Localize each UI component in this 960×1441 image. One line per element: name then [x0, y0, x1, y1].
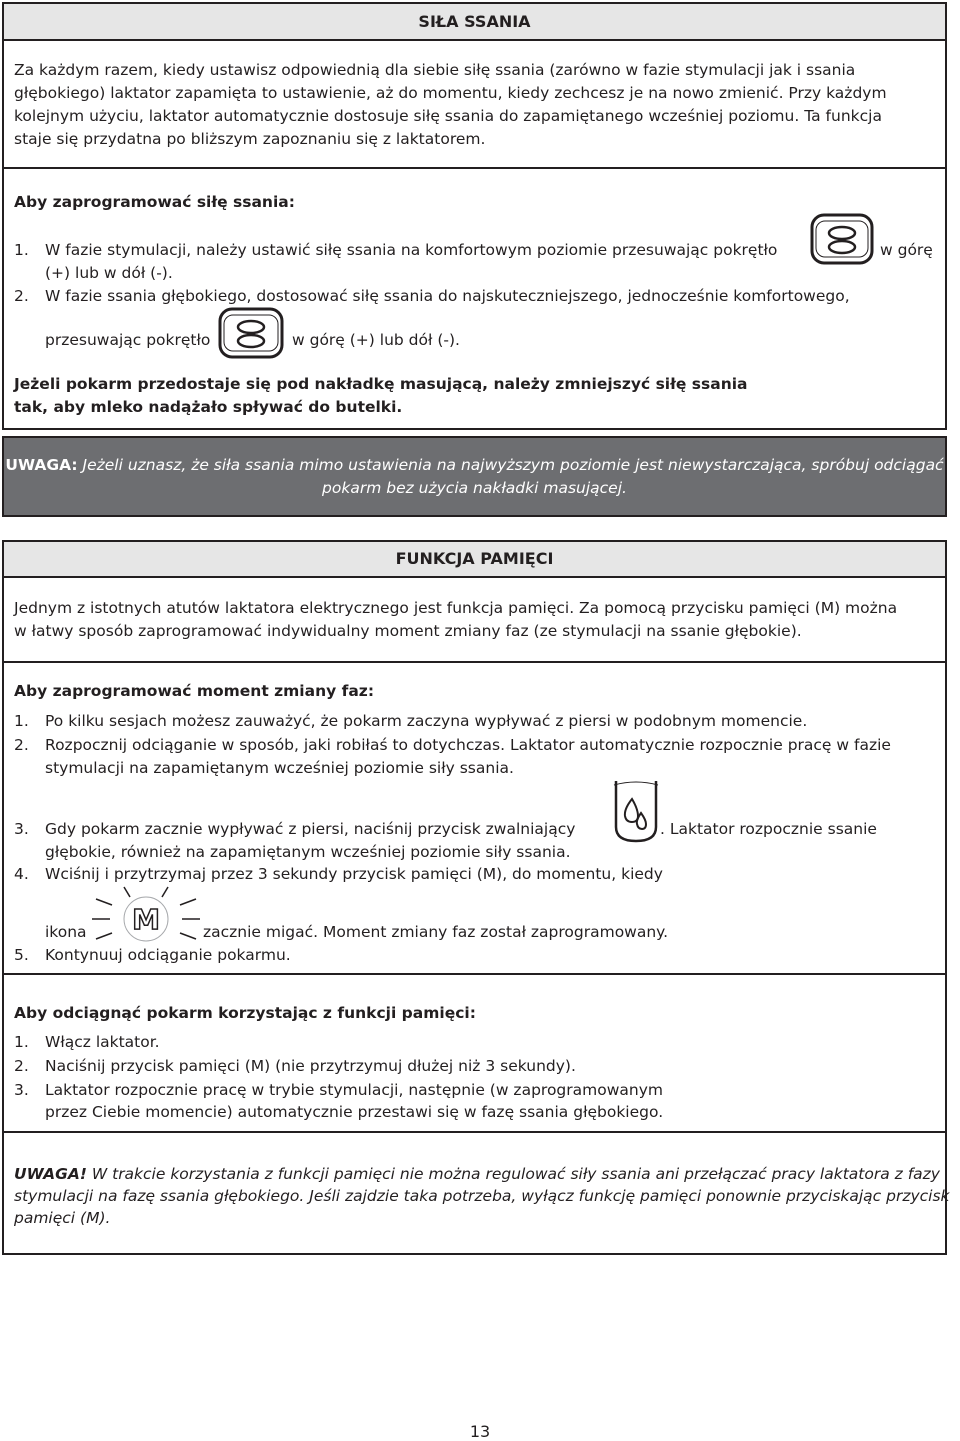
suction-section	[2, 2, 947, 430]
step-number: 1.	[14, 712, 29, 730]
memory-note-line-3: pamięci (M).	[14, 1209, 111, 1227]
suction-intro-line-2: głębokiego) laktator zapamięta to ustawienie, aż do momentu, kiedy zechcesz je na nowo zmienić. Przy każdym	[14, 84, 887, 102]
dial-icon	[218, 307, 284, 363]
suction-step-1-line-2: (+) lub w dół (-).	[45, 264, 173, 282]
memory-use-heading: Aby odciągnąć pokarm korzystając z funkcji pamięci:	[14, 1004, 476, 1022]
suction-program	[4, 169, 945, 428]
suction-step-2-text: W fazie ssania głębokiego, dostosować siłę ssania do najskuteczniejszego, jednocześnie komfortowego,	[45, 287, 850, 305]
memory-use-step-2: Naciśnij przycisk pamięci (M) (nie przytrzymuj dłużej niż 3 sekundy).	[45, 1057, 576, 1075]
memory-intro-line-2: w łatwy sposób zaprogramować indywidualny moment zmiany faz (ze stymulacji na ssanie głębokie).	[14, 622, 802, 640]
step-number: 2.	[14, 1057, 29, 1075]
memory-note	[4, 1133, 950, 1253]
note-text: W trakcie korzystania z funkcji pamięci nie można regulować siły ssania ani przełączać pracy laktatora z fazy	[91, 1165, 940, 1183]
step-number: 1.	[14, 1033, 29, 1051]
memory-note-line-1	[14, 1163, 940, 1186]
note-label: UWAGA:	[5, 456, 78, 474]
step-number: 2.	[14, 287, 29, 305]
memory-program-heading: Aby zaprogramować moment zmiany faz:	[14, 682, 375, 700]
memory-use-step-3-line-1: Laktator rozpocznie pracę w trybie stymulacji, następnie (w zaprogramowanym	[45, 1081, 663, 1099]
suction-note-line-2: pokarm bez użycia nakładki masującej.	[322, 479, 627, 497]
memory-step-2-line-1: Rozpocznij odciąganie w sposób, jaki robiłaś to dotychczas. Laktator automatycznie rozpocznie pracę w fazie	[45, 736, 891, 754]
page-number: 13	[469, 1422, 491, 1441]
suction-note-line-1	[4, 454, 945, 477]
step-number: 4.	[14, 865, 29, 883]
suction-intro	[4, 41, 945, 169]
memory-note-line-2: stymulacji na fazę ssania głębokiego. Jeśli zajdzie taka potrzeba, wyłącz funkcję pamięci ponownie przyciskając przycisk	[14, 1187, 950, 1205]
memory-use	[4, 975, 945, 1133]
memory-step-4-line-1: Wciśnij i przytrzymaj przez 3 sekundy przycisk pamięci (M), do momentu, kiedy	[45, 865, 663, 883]
memory-use-step-3-line-2: przez Ciebie momencie) automatycznie przestawi się w fazę ssania głębokiego.	[45, 1103, 664, 1121]
suction-intro-line-4: staje się przydatna po bliższym zapoznaniu się z laktatorem.	[14, 130, 486, 148]
memory-title: FUNKCJA PAMIĘCI	[395, 549, 554, 568]
suction-warning-line-1: Jeżeli pokarm przedostaje się pod nakładkę masującą, należy zmniejszyć siłę ssania	[14, 375, 748, 393]
memory-intro	[4, 578, 945, 663]
suction-program-heading: Aby zaprogramować siłę ssania:	[14, 193, 295, 211]
suction-step-2-line-2: przesuwając pokrętło	[45, 331, 211, 349]
note-text: Jeżeli uznasz, że siła ssania mimo ustawienia na najwyższym poziomie jest niewystarczająca, spróbuj odciągać	[82, 456, 944, 474]
memory-step-4-before: ikona	[45, 923, 87, 941]
suction-warning-line-2: tak, aby mleko nadążało spływać do butelki.	[14, 398, 403, 416]
suction-step-1-text: W fazie stymulacji, należy ustawić siłę ssania na komfortowym poziomie przesuwając pokrętło	[45, 241, 778, 259]
memory-section	[2, 540, 950, 1255]
step-number: 1.	[14, 241, 29, 259]
release-button-drop-icon	[610, 779, 662, 847]
suction-note-banner	[2, 436, 947, 517]
memory-program	[4, 663, 945, 975]
suction-step-1-after-icon: w górę	[880, 241, 933, 259]
memory-step-2-line-2: stymulacji na zapamiętanym wcześniej poziomie siły ssania.	[45, 759, 514, 777]
memory-header	[4, 542, 945, 578]
suction-header	[4, 4, 945, 41]
memory-step-3-before: Gdy pokarm zacznie wypływać z piersi, naciśnij przycisk zwalniający	[45, 820, 576, 838]
dial-icon	[810, 213, 874, 269]
suction-intro-line-3: kolejnym użyciu, laktator automatycznie dostosuje siłę ssania do zapamiętanego wcześniej poziomu. Ta funkcja	[14, 107, 882, 125]
step-number: 3.	[14, 820, 29, 838]
memory-step-1: Po kilku sesjach możesz zauważyć, że pokarm zaczyna wypływać z piersi w podobnym momencie.	[45, 712, 808, 730]
note-label: UWAGA!	[14, 1165, 87, 1183]
memory-step-3-after: . Laktator rozpocznie ssanie	[660, 820, 877, 838]
memory-step-4-after: zacznie migać. Moment zmiany faz został zaprogramowany.	[203, 923, 669, 941]
suction-title: SIŁA SSANIA	[418, 12, 531, 31]
step-number: 2.	[14, 736, 29, 754]
suction-intro-line-1: Za każdym razem, kiedy ustawisz odpowiednią dla siebie siłę ssania (zarówno w fazie stymulacji jak i ssania	[14, 61, 856, 79]
memory-use-step-1: Włącz laktator.	[45, 1033, 160, 1051]
memory-step-5: Kontynuuj odciąganie pokarmu.	[45, 946, 291, 964]
step-number: 3.	[14, 1081, 29, 1099]
m-letter: M	[132, 903, 160, 936]
suction-step-2-after-icon: w górę (+) lub dół (-).	[292, 331, 460, 349]
memory-step-3-line-2: głębokie, również na zapamiętanym wcześniej poziomie siły ssania.	[45, 843, 571, 861]
memory-intro-line-1: Jednym z istotnych atutów laktatora elektrycznego jest funkcja pamięci. Za pomocą przycisku pamięci (M) można	[14, 599, 898, 617]
step-number: 5.	[14, 946, 29, 964]
